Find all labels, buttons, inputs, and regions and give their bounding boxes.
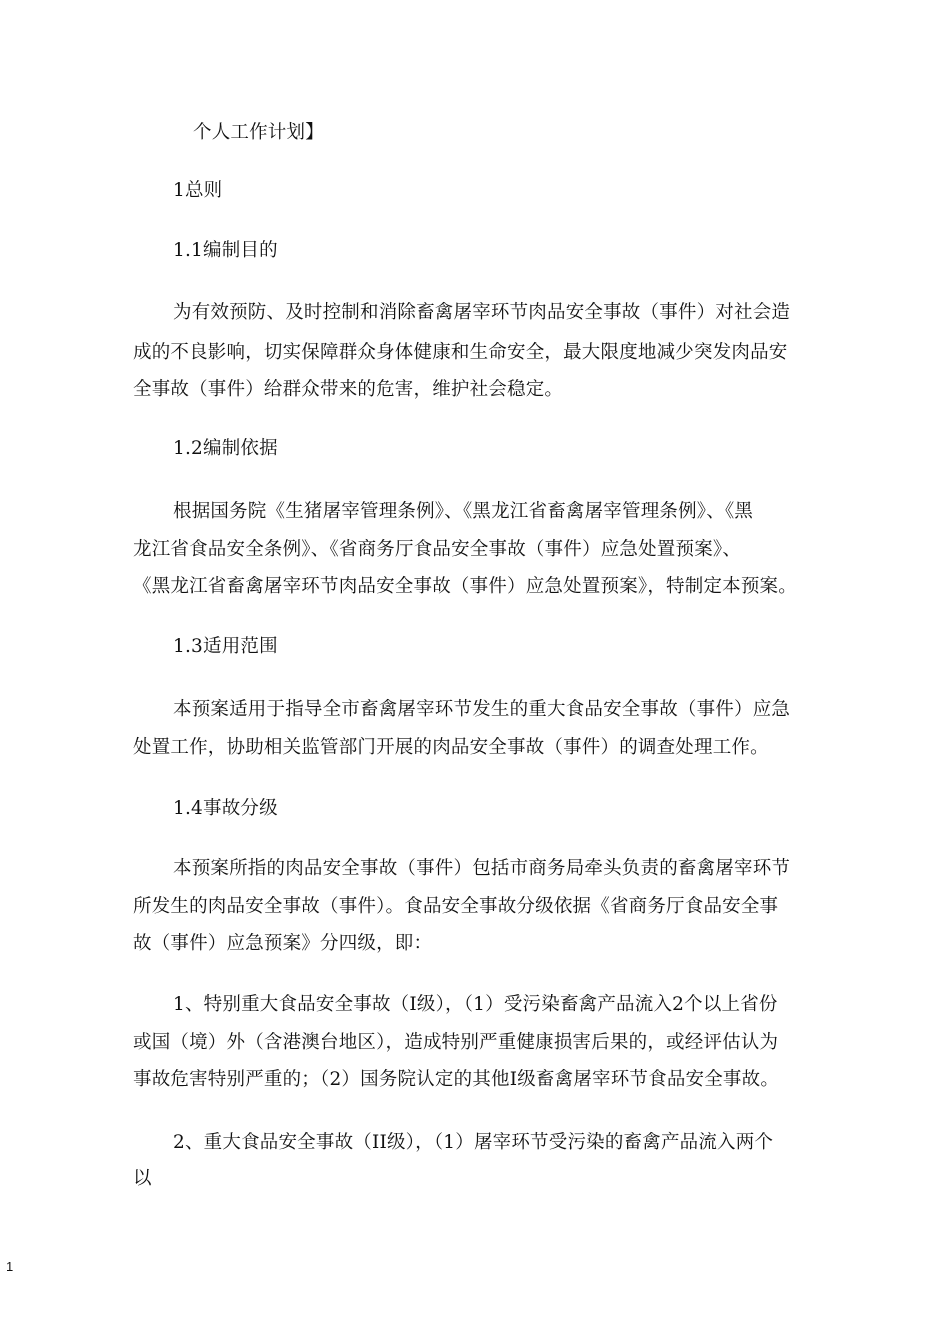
paragraph-line: 事故危害特别严重的；（2）国务院认定的其他I级畜禽屠宰环节食品安全事故。 [133, 1069, 780, 1090]
section-heading-general: 1总则 [173, 180, 223, 201]
paragraph-line: 本预案所指的肉品安全事故（事件）包括市商务局牵头负责的畜禽屠宰环节 [173, 858, 791, 879]
paragraph-line: 成的不良影响，切实保障群众身体健康和生命安全，最大限度地减少突发肉品安 [133, 342, 788, 363]
page-number: 1 [6, 1259, 14, 1274]
paragraph-line: 故（事件）应急预案》分四级，即： [133, 933, 433, 954]
paragraph-line: 《黑龙江省畜禽屠宰环节肉品安全事故（事件）应急处置预案》，特制定本预案。 [133, 576, 797, 597]
paragraph-line: 或国（境）外（含港澳台地区），造成特别严重健康损害后果的，或经评估认为 [133, 1032, 779, 1053]
paragraph-line: 所发生的肉品安全事故（事件）。食品安全事故分级依据《省商务厅食品安全事 [133, 896, 779, 917]
paragraph-line: 1、特别重大食品安全事故（I级），（1）受污染畜禽产品流入2个以上省份 [173, 994, 778, 1015]
paragraph-line: 2、重大食品安全事故（II级），（1）屠宰环节受污染的畜禽产品流入两个 [173, 1132, 774, 1153]
document-title: 个人工作计划】 [193, 122, 324, 143]
paragraph-line: 以 [133, 1168, 152, 1189]
paragraph-line: 处置工作，协助相关监管部门开展的肉品安全事故（事件）的调查处理工作。 [133, 737, 769, 758]
section-heading-purpose: 1.1编制目的 [173, 240, 278, 261]
section-heading-basis: 1.2编制依据 [173, 438, 278, 459]
paragraph-line: 本预案适用于指导全市畜禽屠宰环节发生的重大食品安全事故（事件）应急 [173, 699, 791, 720]
section-heading-classification: 1.4事故分级 [173, 798, 278, 819]
paragraph-line: 为有效预防、及时控制和消除畜禽屠宰环节肉品安全事故（事件）对社会造 [173, 302, 791, 323]
section-heading-scope: 1.3适用范围 [173, 636, 278, 657]
paragraph-line: 全事故（事件）给群众带来的危害，维护社会稳定。 [133, 379, 564, 400]
paragraph-line: 龙江省食品安全条例》、《省商务厅食品安全事故（事件）应急处置预案》、 [133, 539, 742, 560]
paragraph-line: 根据国务院《生猪屠宰管理条例》、《黑龙江省畜禽屠宰管理条例》、《黑 [173, 501, 754, 522]
